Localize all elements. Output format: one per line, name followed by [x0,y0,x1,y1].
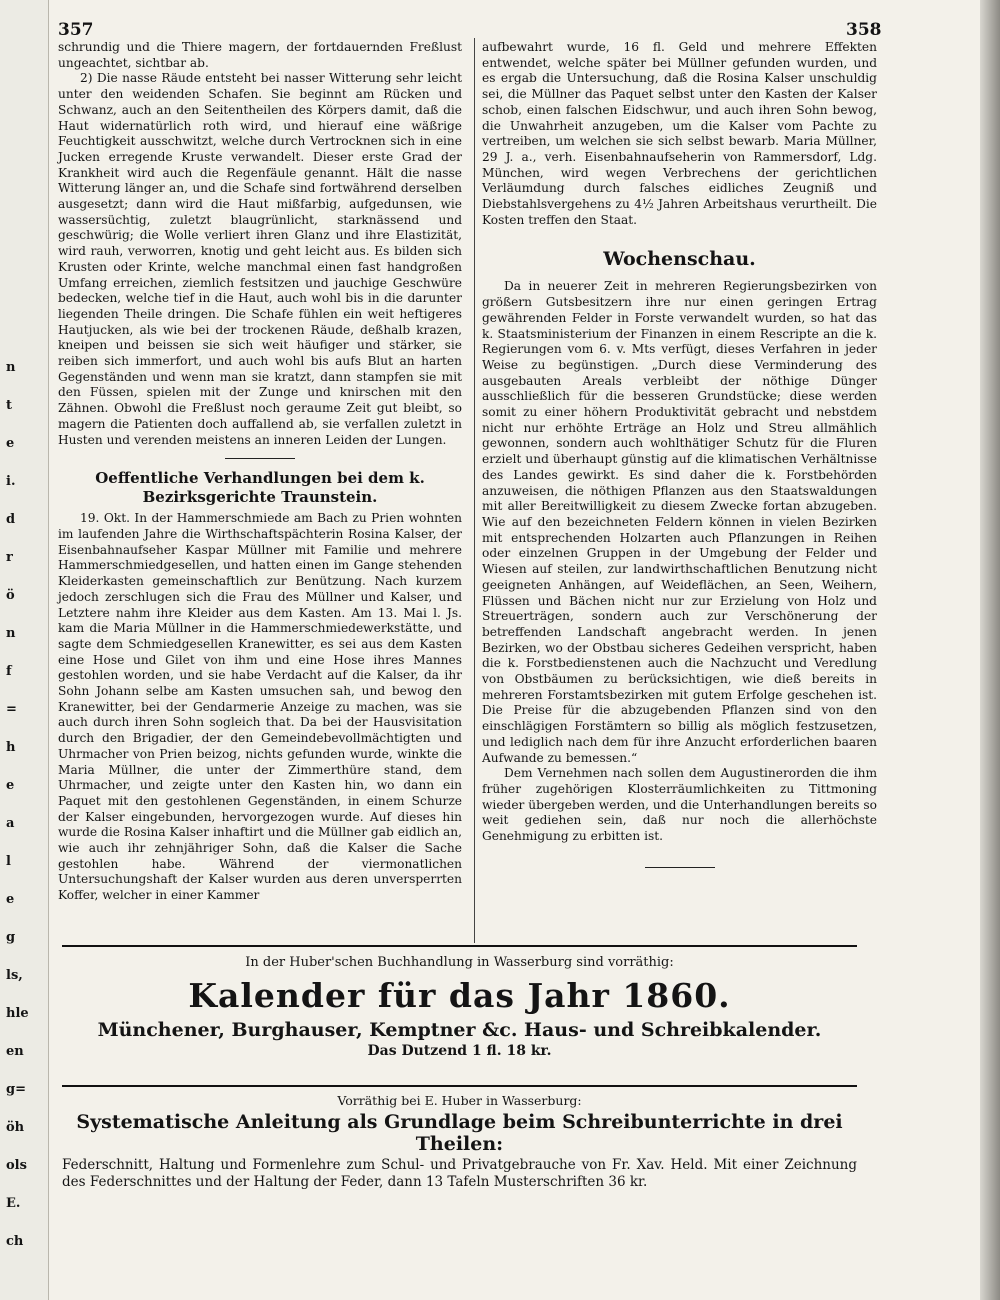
binding-shadow [980,0,1000,1300]
margin-strip-letter: f [6,664,12,679]
margin-strip-letter: g= [6,1082,26,1097]
left-paragraph-2: 2) Die nasse Räude entsteht bei nasser Witterung sehr leicht unter den weidenden Schafen. Sie beginnt am Rücken und Schwanz, auch an den Seitentheilen des Körpers damit, daß die Haut widernatürlich roth wird, und hierauf eine wäßrige Feuchtigkeit ausschwitzt, welche durch Vertrocknen sich in eine Jucken erregende Kruste verwandelt. Dieser erste Grad der Krankheit wird auch die Regenfäule genannt. Hält die nasse Witterung länger an, und die Schafe sind fortwährend derselben ausgesetzt; dann wird die Haut mißfarbig, aufgedunsen, wie wassersüchtig, zuletzt blaugrünlicht, starknässend und geschwürig; die Wolle verliert ihren Glanz und ihre Elastizität, wird rauh, verworren, knotig und geht leicht aus. Es bilden sich Krusten oder Krinte, welche manchmal einen fast handgroßen Umfang erreichen, ziemlich festsitzen und jauchige Geschwüre bedecken, welche tief in die Haut, auch wohl bis in die darunter liegenden Theile dringen. Die Schafe fühlen ein weit heftigeres Hautjucken, als wie bei der trockenen Räude, deßhalb krazen, kneipen und beissen sie sich weit häufiger und stärker, sie reiben sich immerfort, und auch wohl bis aufs Blut an harten Gegenständen und wenn man sie kratzt, dann stampfen sie mit den Füssen, spielen mit der Zunge und knirschen mit den Zähnen. Obwohl die Freßlust noch geraume Zeit gut bleibt, so magern die Patienten doch auffallend ab, sie verfallen zuletzt in Husten und verenden meistens an inneren Leiden der Lungen. [58,71,462,447]
margin-strip-letter: öh [6,1120,25,1135]
right-paragraph-2: Da in neuerer Zeit in mehreren Regierungsbezirken von größern Gutsbesitzern ihre nur einen geringen Ertrag gewährenden Felder in Forste verwandelt wurden, so hat das k. Staatsministerium der Finanzen in einem Rescripte an die k. Regierungen vom 6. v. Mts verfügt, dieses Verfahren in jeder Weise zu begünstigen. „Durch diese Verminderung des ausgebauten Areals verbleibt der nöthige Dünger ausschließlich für die besseren Grundstücke; diese werden somit zu einer höhern Produktivität gebracht und nebstdem nicht nur erhöhte Erträge an Holz und Streu allmählich gewonnen, sondern auch wohlthätiger Schutz für die Fluren erzielt und überhaupt günstig auf die klimatischen Verhältnisse des Landes gewirkt. Es sind daher die k. Forstbehörden anzuweisen, die nöthigen Pflanzen aus den Staatswaldungen mit aller Bereitwilligkeit zu diesem Zwecke fortan abzugeben. Wie auf den bezeichneten Feldern können in vielen Bezirken mit entsprechenden Holzarten auch Pflanzungen in Reihen oder einzelnen Gruppen in der Umgebung der Felder und Wiesen auf steilen, zur landwirthschaftlichen Benutzung nicht geeigneten Anhängen, auf Weideflächen, an Seen, Weihern, Flüssen und Bächen nicht nur zur Erzielung von Holz und Streuerträgen, sondern auch zur Verschönerung der betreffenden Landschaft angebracht werden. In jenen Bezirken, wo der Obstbau sicheres Gedeihen verspricht, haben die k. Forstbedienstenen auch die Nachzucht und Veredlung von Obstbäumen zu berücksichtigen, wie dieß bereits in mehreren Forstamtsbezirken mit gutem Erfolge geschehen ist. Die Preise für die abzugebenden Pflanzen sind von den einschlägigen Forstämtern so billig als möglich festzusetzen, und lediglich nach dem für ihre Anzucht erforderlichen baaren Aufwande zu bemessen.“ [482,279,877,765]
section-rule [225,458,295,459]
margin-strip-letter: t [6,398,13,413]
left-paragraph-3: 19. Okt. In der Hammerschmiede am Bach zu Prien wohnten im laufenden Jahre die Wirthschaftspächterin Rosina Kalser, der Eisenbahnaufseher Kaspar Müllner mit Familie und mehrere Hammerschmiedgesellen, und hatten einen im Gange stehenden Kleiderkasten gemeinschaftlich zur Benützung. Nach kurzem jedoch zerschlugen sich die Frau des Müllner und Kalser, und Letztere nahm ihre Kleider aus dem Kasten. Am 13. Mai l. Js. kam die Maria Müllner in die Hammerschmiedewerkstätte, und sagte dem Schmiedgesellen Kranewitter, es sei aus dem Kasten eine Hose und Gilet von ihm und eine Hose ihres Mannes gestohlen worden, und sie habe Verdacht auf die Kalser, da ihr Sohn Johann selbe am Kasten umsuchen sah, und bewog den Kranewitter, bei der Gendarmerie Anzeige zu machen, was sie auch durch ihren Sohn sogleich that. Da bei der Hausvisitation durch den Brigadier, der den Gemeindebevollmächtigten und Uhrmacher von Prien beizog, nichts gefunden wurde, winkte die Maria Müllner, die unter der Zimmerthüre stand, dem Uhrmacher, und zeigte unter den Kasten hin, wo dann ein Paquet mit den gestohlenen Gegenständen, in einem Schurze der Kalser eingebunden, hervorgezogen wurde. Auf dieses hin wurde die Rosina Kalser inhaftirt und die Müllner gab eidlich an, wie auch ihr zehnjähriger Sohn, daß die Kalser die Sache gestohlen habe. Während der viermonatlichen Untersuchungshaft der Kalser wurden aus deren unversperrten Koffer, welcher in einer Kammer [58,511,462,903]
page-number-right: 358 [846,20,882,40]
column-divider [474,38,475,943]
margin-strip-letter: e [6,892,15,907]
margin-strip-letter: r [6,550,13,565]
page-number-left: 357 [58,20,94,40]
ad1-intro: In der Huber'schen Buchhandlung in Wasserburg sind vorräthig: [245,955,674,970]
writing-guide-advertisement [62,1093,857,1191]
ad1-title: Kalender für das Jahr 1860. [188,976,731,1015]
calendar-advertisement [62,955,857,1059]
ad2-intro: Vorräthig bei E. Huber in Wasserburg: [337,1093,582,1108]
margin-strip-letter: E. [6,1196,21,1211]
ad-border-top [62,945,857,947]
left-paragraph-1: schrundig und die Thiere magern, der fortdauernden Freßlust ungeachtet, sichtbar ab. [58,40,462,70]
ad2-title: Systematische Anleitung als Grundlage beim Schreibunterrichte in drei Theilen: [76,1111,843,1155]
adjacent-page-strip [0,0,49,1300]
right-column [482,40,877,878]
margin-strip-letter: ö [6,588,15,603]
wochenschau-heading: Wochenschau. [603,248,756,271]
margin-strip-letter: n [6,360,16,375]
margin-strip-letter: e [6,436,15,451]
left-column [58,40,462,904]
margin-strip-letter: e [6,778,15,793]
margin-strip-letter: a [6,816,15,831]
margin-strip-letter: ls, [6,968,23,983]
margin-strip-letter: i. [6,474,16,489]
right-paragraph-3: Dem Vernehmen nach sollen dem Augustinerorden die ihm früher zugehörigen Klosterräumlichkeiten zu Tittmoning wieder übergeben werden, und die Unterhandlungen bereits so weit gediehen sein, daß nur noch die allerhöchste Genehmigung zu erbitten ist. [482,766,877,844]
margin-strip-letter: hle [6,1006,29,1021]
margin-strip-letter: n [6,626,16,641]
margin-strip-letter: h [6,740,16,755]
right-paragraph-1: aufbewahrt wurde, 16 fl. Geld und mehrere Effekten entwendet, welche später bei Müllner gefunden wurden, und es ergab die Untersuchung, daß die Rosina Kalser unschuldig sei, die Müllner das Paquet selbst unter den Kasten der Kalser schob, einen falschen Eidschwur, und auch ihren Sohn bewog, die Unwahrheit anzugeben, um die Kalser vom Pachte zu vertreiben, um welchen sie sich selbst bewarb. Maria Müllner, 29 J. a., verh. Eisenbahnaufseherin von Rammersdorf, Ldg. München, wird wegen Verbrechens der gerichtlichen Verläumdung durch falsches eidliches Zeugniß und Diebstahlsvergehens zu 4½ Jahren Arbeitshaus verurtheilt. Die Kosten treffen den Staat. [482,40,877,227]
margin-strip-letter: ols [6,1158,27,1173]
end-rule [645,867,715,868]
margin-strip-letter: ch [6,1234,24,1249]
ad-border-middle [62,1085,857,1087]
ad2-body: Federschnitt, Haltung und Formenlehre zum Schul- und Privatgebrauche von Fr. Xav. Held. Mit einer Zeichnung des Federschnittes und der Haltung der Feder, dann 13 Tafeln Musterschriften 36 kr. [62,1157,857,1190]
margin-strip-letter: d [6,512,16,527]
ad1-subtitle: Münchener, Burghauser, Kemptner &c. Haus- und Schreibkalender. [97,1019,822,1041]
margin-strip-letter: = [6,702,17,717]
ad1-price: Das Dutzend 1 fl. 18 kr. [367,1043,552,1059]
court-heading: Oeffentliche Verhandlungen bei dem k. Bezirksgerichte Traunstein. [95,469,425,507]
margin-strip-letter: g [6,930,16,945]
margin-strip-letter: l [6,854,11,869]
margin-strip-letter: en [6,1044,24,1059]
